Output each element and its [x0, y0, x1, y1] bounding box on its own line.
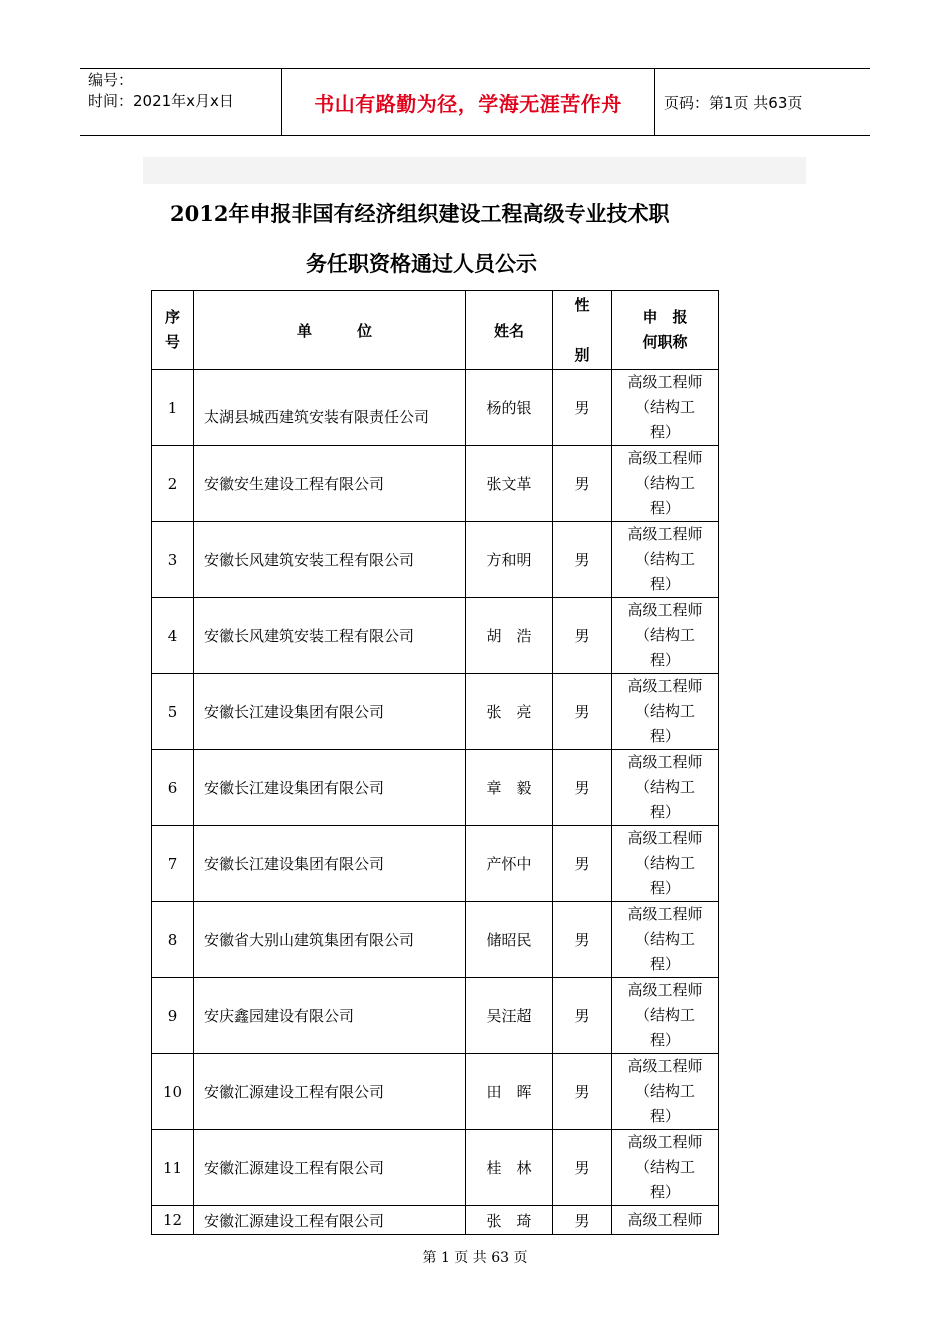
cell-title-line: 高级工程师: [627, 1210, 703, 1229]
cell-title-line: 高级工程师: [627, 449, 703, 467]
cell-title-line: 高级工程师: [627, 753, 703, 771]
cell-no: 2: [152, 446, 194, 522]
cell-name: 张文革: [466, 446, 553, 522]
header-title-1: 申 报: [642, 308, 688, 326]
cell-title-line: 程）: [649, 499, 680, 517]
cell-name: 储昭民: [466, 902, 553, 978]
cell-unit: [194, 1054, 466, 1130]
cell-unit-text: 安徽长江建设集团有限公司: [204, 855, 385, 873]
table-row: [152, 750, 719, 826]
cell-title-line: （结构工: [634, 778, 695, 796]
header-meta: [88, 70, 234, 112]
cell-title: [612, 522, 719, 598]
cell-unit-text: 安庆鑫园建设有限公司: [204, 1007, 355, 1025]
personnel-table: [151, 290, 719, 1235]
cell-unit: [194, 750, 466, 826]
table-row: [152, 902, 719, 978]
cell-unit: [194, 674, 466, 750]
cell-sex: 男: [553, 826, 612, 902]
cell-unit: [194, 370, 466, 446]
cell-title-line: （结构工: [634, 930, 695, 948]
cell-unit-text: 安徽长风建筑安装工程有限公司: [204, 551, 415, 569]
cell-sex: 男: [553, 674, 612, 750]
page-footer: 第 1 页 共 63 页: [422, 1250, 528, 1266]
cell-no: 5: [152, 674, 194, 750]
cell-name: 吴汪超: [466, 978, 553, 1054]
cell-unit-text: 安徽安生建设工程有限公司: [204, 475, 385, 493]
table-row: [152, 522, 719, 598]
header-sex: [553, 291, 612, 370]
table-row: [152, 1054, 719, 1130]
cell-title: [612, 1130, 719, 1206]
cell-title: [612, 674, 719, 750]
cell-name: 田 晖: [466, 1054, 553, 1130]
cell-title-line: （结构工: [634, 854, 695, 872]
cell-unit: [194, 1206, 466, 1235]
cell-no: 6: [152, 750, 194, 826]
cell-title: [612, 750, 719, 826]
cell-title: [612, 598, 719, 674]
cell-name: 产怀中: [466, 826, 553, 902]
cell-sex: 男: [553, 1206, 612, 1235]
cell-title-line: 程）: [649, 803, 680, 821]
table-row: [152, 598, 719, 674]
header-unit: 单 位: [194, 291, 466, 370]
cell-title-line: 高级工程师: [627, 1057, 703, 1075]
cell-title: [612, 826, 719, 902]
cell-title-line: 高级工程师: [627, 525, 703, 543]
cell-unit-text: 安徽省大别山建筑集团有限公司: [204, 931, 415, 949]
cell-unit-text: 安徽长江建设集团有限公司: [204, 703, 385, 721]
cell-unit: [194, 902, 466, 978]
cell-name: 张 琦: [466, 1206, 553, 1235]
serial-label: 编号：: [88, 71, 134, 89]
cell-title-line: 程）: [649, 1107, 680, 1125]
cell-name: 胡 浩: [466, 598, 553, 674]
cell-sex: 男: [553, 1130, 612, 1206]
header-divider-right: [654, 68, 655, 135]
document-title-line1: 2012年申报非国有经济组织建设工程高级专业技术职: [170, 201, 670, 226]
cell-no: 9: [152, 978, 194, 1054]
cell-title-line: 高级工程师: [627, 1133, 703, 1151]
cell-no: 8: [152, 902, 194, 978]
cell-title-line: 程）: [649, 879, 680, 897]
cell-name: 方和明: [466, 522, 553, 598]
table-row: [152, 1130, 719, 1206]
cell-unit: [194, 826, 466, 902]
cell-title-line: 程）: [649, 1031, 680, 1049]
cell-no: 3: [152, 522, 194, 598]
header-page-info: 页码：第1页 共63页: [664, 94, 803, 112]
cell-title-line: 高级工程师: [627, 601, 703, 619]
document-title-line2: 务任职资格通过人员公示: [306, 251, 537, 276]
cell-title: [612, 446, 719, 522]
cell-unit: [194, 522, 466, 598]
cell-title-line: （结构工: [634, 1158, 695, 1176]
cell-no: 7: [152, 826, 194, 902]
cell-unit-text: 安徽汇源建设工程有限公司: [204, 1159, 385, 1177]
cell-title-line: （结构工: [634, 702, 695, 720]
cell-title-line: （结构工: [634, 626, 695, 644]
header-bottom-rule: [80, 135, 870, 136]
header-name: 姓名: [466, 291, 553, 370]
table-row: [152, 978, 719, 1054]
cell-name: 张 亮: [466, 674, 553, 750]
cell-unit-text: 太湖县城西建筑安装有限责任公司: [204, 408, 430, 426]
cell-title-line: （结构工: [634, 398, 695, 416]
cell-sex: 男: [553, 1054, 612, 1130]
table-row: [152, 674, 719, 750]
cell-unit-text: 安徽长风建筑安装工程有限公司: [204, 627, 415, 645]
cell-title-line: 高级工程师: [627, 829, 703, 847]
cell-sex: 男: [553, 978, 612, 1054]
cell-unit-text: 安徽汇源建设工程有限公司: [204, 1083, 385, 1101]
header-top-rule: [80, 68, 870, 69]
cell-title-line: 程）: [649, 727, 680, 745]
cell-no: 10: [152, 1054, 194, 1130]
table-row: [152, 370, 719, 446]
cell-no: 4: [152, 598, 194, 674]
cell-sex: 男: [553, 598, 612, 674]
cell-sex: 男: [553, 522, 612, 598]
cell-unit: [194, 446, 466, 522]
cell-unit: [194, 598, 466, 674]
cell-title-line: 程）: [649, 955, 680, 973]
cell-unit: [194, 978, 466, 1054]
cell-unit: [194, 1130, 466, 1206]
header-sex-1: 性: [574, 295, 590, 314]
header-sex-2: 别: [574, 345, 590, 364]
cell-title-line: 程）: [649, 651, 680, 669]
header-title-2: 何职称: [642, 333, 688, 351]
table-header-row: [152, 291, 719, 370]
cell-sex: 男: [553, 446, 612, 522]
cell-title: [612, 902, 719, 978]
cell-title-line: 程）: [649, 1183, 680, 1201]
header-sex-spacer: [553, 318, 611, 343]
cell-name: 章 毅: [466, 750, 553, 826]
cell-title-line: （结构工: [634, 474, 695, 492]
cell-title-line: （结构工: [634, 1006, 695, 1024]
cell-title: [612, 1206, 719, 1235]
cell-no: 11: [152, 1130, 194, 1206]
cell-title-line: 高级工程师: [627, 905, 703, 923]
cell-sex: 男: [553, 370, 612, 446]
cell-title: [612, 1054, 719, 1130]
table-row: [152, 826, 719, 902]
cell-title: [612, 978, 719, 1054]
grey-strip: [143, 157, 806, 184]
cell-name: 杨的银: [466, 370, 553, 446]
header-no-1: 序: [164, 308, 180, 326]
cell-unit-text: 安徽长江建设集团有限公司: [204, 779, 385, 797]
cell-no: 1: [152, 370, 194, 446]
cell-title-line: 程）: [649, 423, 680, 441]
cell-title-line: （结构工: [634, 1082, 695, 1100]
cell-title-line: （结构工: [634, 550, 695, 568]
cell-title-line: 高级工程师: [627, 373, 703, 391]
header-no-2: 号: [164, 333, 180, 351]
header-title: [612, 291, 719, 370]
cell-unit-text: 安徽汇源建设工程有限公司: [204, 1211, 385, 1230]
cell-title-line: 高级工程师: [627, 981, 703, 999]
cell-no: 12: [152, 1206, 194, 1235]
table-row: [152, 446, 719, 522]
cell-title-line: 高级工程师: [627, 677, 703, 695]
cell-name: 桂 林: [466, 1130, 553, 1206]
header-no: [152, 291, 194, 370]
date-label: 时间：2021年x月x日: [88, 92, 234, 110]
table-row: [152, 1206, 719, 1235]
cell-title: [612, 370, 719, 446]
header-motto: 书山有路勤为径，学海无涯苦作舟: [314, 92, 622, 116]
cell-sex: 男: [553, 750, 612, 826]
cell-sex: 男: [553, 902, 612, 978]
cell-title-line: 程）: [649, 575, 680, 593]
